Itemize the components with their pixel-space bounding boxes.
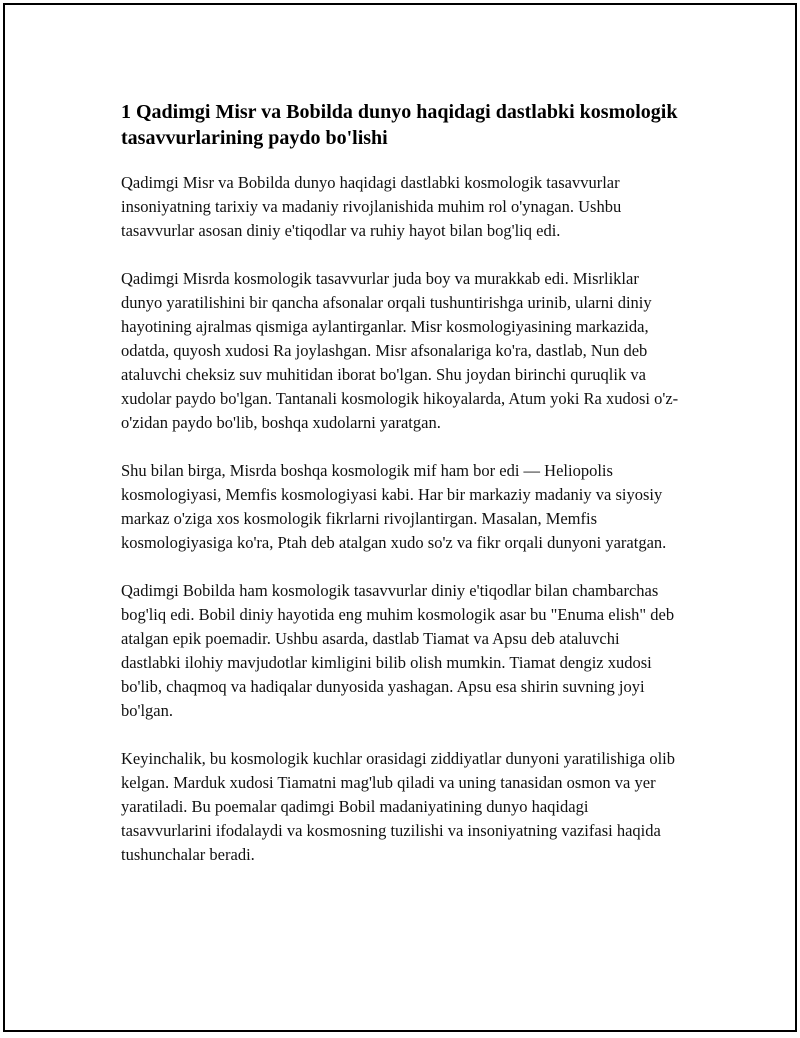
paragraph-intro: Qadimgi Misr va Bobilda dunyo haqidagi dastlabki kosmologik tasavvurlar insoniyatning tarixiy va madaniy rivojlanishida muhim rol o'ynagan. Ushbu tasavvurlar asosan diniy e'tiqodlar va ruhiy hayot bilan bog'liq edi. xyxy=(121,173,622,240)
paragraph-babylon: Qadimgi Bobilda ham kosmologik tasavvurlar diniy e'tiqodlar bilan chambarchas bog'liq edi. Bobil diniy hayotida eng muhim kosmologik asar bu "Enuma elish" deb atalgan epik poemadir. Ushbu asarda, dastlab Tiamat va Apsu deb ataluvchi dastlabki ilohiy mavjudotlar kimligini bilib olish mumkin. Tiamat dengiz xudosi bo'lib, chaqmoq va hadiqalar dunyosida yashagan. Apsu esa shirin suvning joyi bo'lgan. xyxy=(121,581,675,720)
document-content xyxy=(121,99,681,891)
document-page xyxy=(3,3,797,1032)
section-heading: 1 Qadimgi Misr va Bobilda dunyo haqidagi dastlabki kosmologik tasavvurlarining paydo bo'lishi xyxy=(121,101,678,149)
paragraph-egypt: Qadimgi Misrda kosmologik tasavvurlar juda boy va murakkab edi. Misrliklar dunyo yaratilishini bir qancha afsonalar orqali tushuntirishga urinib, ularni diniy hayotining ajralmas qismiga aylantirganlar. Misr kosmologiyasining markazida, odatda, quyosh xudosi Ra joylashgan. Misr afsonalariga ko'ra, dastlab, Nun deb ataluvchi cheksiz suv muhitidan iborat bo'lgan. Shu joydan birinchi quruqlik va xudolar paydo bo'lgan. Tantanali kosmologik hikoyalarda, Atum yoki Ra xudosi o'z-o'zidan paydo bo'lib, boshqa xudolarni yaratgan. xyxy=(121,269,679,432)
paragraph-creation: Keyinchalik, bu kosmologik kuchlar orasidagi ziddiyatlar dunyoni yaratilishiga olib kelgan. Marduk xudosi Tiamatni mag'lub qiladi va uning tanasidan osmon va yer yaratiladi. Bu poemalar qadimgi Bobil madaniyatining dunyo haqidagi tasavvurlarini ifodalaydi va kosmosning tuzilishi va insoniyatning vazifasi haqida tushunchalar beradi. xyxy=(121,749,676,864)
paragraph-egypt-myths: Shu bilan birga, Misrda boshqa kosmologik mif ham bor edi — Heliopolis kosmologiyasi, Memfis kosmologiyasi kabi. Har bir markaziy madaniy va siyosiy markaz o'ziga xos kosmologik fikrlarni rivojlantirgan. Masalan, Memfis kosmologiyasiga ko'ra, Ptah deb atalgan xudo so'z va fikr orqali dunyoni yaratgan. xyxy=(121,461,667,552)
